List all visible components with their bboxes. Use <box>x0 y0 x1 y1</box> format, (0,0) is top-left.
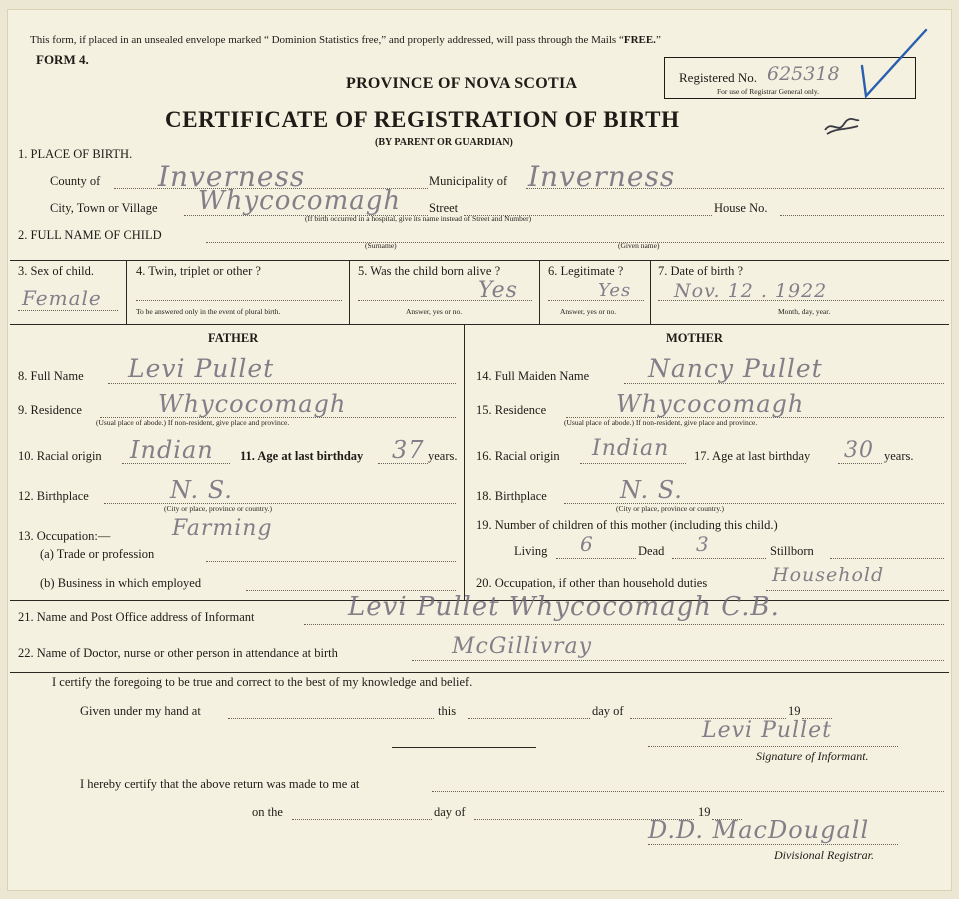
mother-residence-value: Whycocomagh <box>616 390 805 418</box>
legitimate-value: Yes <box>598 280 632 301</box>
father-age-value: 37 <box>392 436 425 464</box>
full-name-label: 2. FULL NAME OF CHILD <box>18 228 162 242</box>
twin-label: 4. Twin, triplet or other ? <box>136 264 261 278</box>
legitimate-note: Answer, yes or no. <box>560 307 617 316</box>
informant-value: Levi Pullet Whycocomagh C.B. <box>348 592 780 622</box>
on-the-label: on the <box>252 805 283 819</box>
street-note: (If birth occurred in a hospital, give its name instead of Street and Number) <box>305 214 532 223</box>
registered-number: 625318 <box>767 63 840 85</box>
registrar-signature: D.D. MacDougall <box>648 816 870 844</box>
date-of-birth-value: Nov. 12 . 1922 <box>674 280 828 302</box>
informant-signature: Levi Pullet <box>702 718 832 743</box>
certificate-title: CERTIFICATE OF REGISTRATION OF BIRTH <box>165 107 680 132</box>
sex-value: Female <box>22 286 102 310</box>
father-age-unit: years. <box>428 449 458 463</box>
mother-birthplace-label: 18. Birthplace <box>476 489 547 503</box>
father-occupation-value: Farming <box>172 516 273 541</box>
date-of-birth-note: Month, day, year. <box>778 307 831 316</box>
this-label: this <box>438 704 457 718</box>
father-residence-label: 9. Residence <box>18 403 82 417</box>
registrar-caption: Divisional Registrar. <box>774 848 875 862</box>
mother-age-label: 17. Age at last birthday <box>694 449 811 463</box>
born-alive-label: 5. Was the child born alive ? <box>358 264 501 278</box>
father-racial-label: 10. Racial origin <box>18 449 102 463</box>
father-birthplace-value: N. S. <box>170 476 233 504</box>
doctor-value: McGillivray <box>452 634 593 659</box>
twin-note: To be answered only in the event of plural birth. <box>136 307 281 316</box>
province-heading: PROVINCE OF NOVA SCOTIA <box>346 75 578 92</box>
informant-signature-caption: Signature of Informant. <box>756 749 869 763</box>
given-under-label: Given under my hand at <box>80 704 201 718</box>
father-birthplace-note: (City or place, province or country.) <box>164 504 273 513</box>
father-occupation-label: 13. Occupation:— <box>18 529 111 543</box>
city-label: City, Town or Village <box>50 201 158 215</box>
born-alive-note: Answer, yes or no. <box>406 307 463 316</box>
father-name-value: Levi Pullet <box>128 354 275 383</box>
legitimate-label: 6. Legitimate ? <box>548 264 624 278</box>
mother-occupation-label: 20. Occupation, if other than household duties <box>476 576 708 590</box>
registrar-general-note: For use of Registrar General only. <box>717 87 819 96</box>
scribble-icon <box>822 116 862 138</box>
mother-name-value: Nancy Pullet <box>648 354 823 383</box>
mail-notice-prefix: This form, if placed in an unsealed envelope marked “ Dominion Statistics free,” and properly addressed, will pass through the Mails “ <box>30 34 624 46</box>
county-label: County of <box>50 174 101 188</box>
mother-birthplace-note: (City or place, province or country.) <box>616 504 725 513</box>
father-residence-value: Whycocomagh <box>158 390 347 418</box>
certify-statement: I certify the foregoing to be true and correct to the best of my knowledge and belief. <box>52 675 473 689</box>
registrar-year-label: 19 <box>698 805 711 819</box>
stillborn-label: Stillborn <box>770 544 814 558</box>
day-of-label: day of <box>592 704 624 718</box>
city-value: Whycocomagh <box>198 186 402 216</box>
business-label: (b) Business in which employed <box>40 576 202 590</box>
mother-occupation-value: Household <box>772 564 885 586</box>
birth-certificate <box>8 10 951 890</box>
mother-racial-value: Indian <box>592 436 670 461</box>
trade-label: (a) Trade or profession <box>40 547 155 561</box>
street-label: Street <box>429 201 459 215</box>
registrar-statement: I hereby certify that the above return was made to me at <box>80 777 360 791</box>
dead-value: 3 <box>696 532 710 556</box>
municipality-value: Inverness <box>528 160 676 193</box>
mail-notice <box>30 34 661 46</box>
check-mark-icon <box>854 26 934 100</box>
mother-header: MOTHER <box>666 331 723 345</box>
father-birthplace-label: 12. Birthplace <box>18 489 89 503</box>
form-number: FORM 4. <box>36 52 89 67</box>
place-of-birth-label: 1. PLACE OF BIRTH. <box>18 147 133 161</box>
father-name-label: 8. Full Name <box>18 369 84 383</box>
date-of-birth-label: 7. Date of birth ? <box>658 264 744 278</box>
year-label: 19 <box>788 704 801 718</box>
registrar-day-of-label: day of <box>434 805 466 819</box>
living-value: 6 <box>580 532 594 556</box>
county-value: Inverness <box>158 160 306 193</box>
mail-notice-free: FREE. <box>623 34 656 46</box>
informant-label: 21. Name and Post Office address of Informant <box>18 610 255 624</box>
house-no-label: House No. <box>714 201 768 215</box>
father-residence-note: (Usual place of abode.) If non-resident, give place and province. <box>96 418 290 427</box>
mother-racial-label: 16. Racial origin <box>476 449 560 463</box>
registered-label: Registered No. <box>679 70 757 85</box>
born-alive-value: Yes <box>478 278 518 303</box>
dead-label: Dead <box>638 544 665 558</box>
mother-birthplace-value: N. S. <box>620 476 683 504</box>
sex-label: 3. Sex of child. <box>18 264 95 278</box>
father-racial-value: Indian <box>130 436 214 464</box>
surname-note: (Surname) <box>365 241 397 250</box>
children-count-label: 19. Number of children of this mother (including this child.) <box>476 518 778 532</box>
mother-residence-label: 15. Residence <box>476 403 547 417</box>
mother-age-unit: years. <box>884 449 914 463</box>
doctor-label: 22. Name of Doctor, nurse or other person in attendance at birth <box>18 646 338 660</box>
municipality-label: Municipality of <box>429 174 508 188</box>
father-age-label: 11. Age at last birthday <box>240 449 364 463</box>
mother-age-value: 30 <box>844 438 874 463</box>
mail-notice-suffix: ” <box>655 34 661 46</box>
mother-name-label: 14. Full Maiden Name <box>476 369 590 383</box>
father-header: FATHER <box>208 331 259 345</box>
living-label: Living <box>514 544 548 558</box>
certificate-subtitle: (BY PARENT OR GUARDIAN) <box>375 137 513 148</box>
mother-residence-note: (Usual place of abode.) If non-resident, give place and province. <box>564 418 758 427</box>
given-name-note: (Given name) <box>618 241 660 250</box>
